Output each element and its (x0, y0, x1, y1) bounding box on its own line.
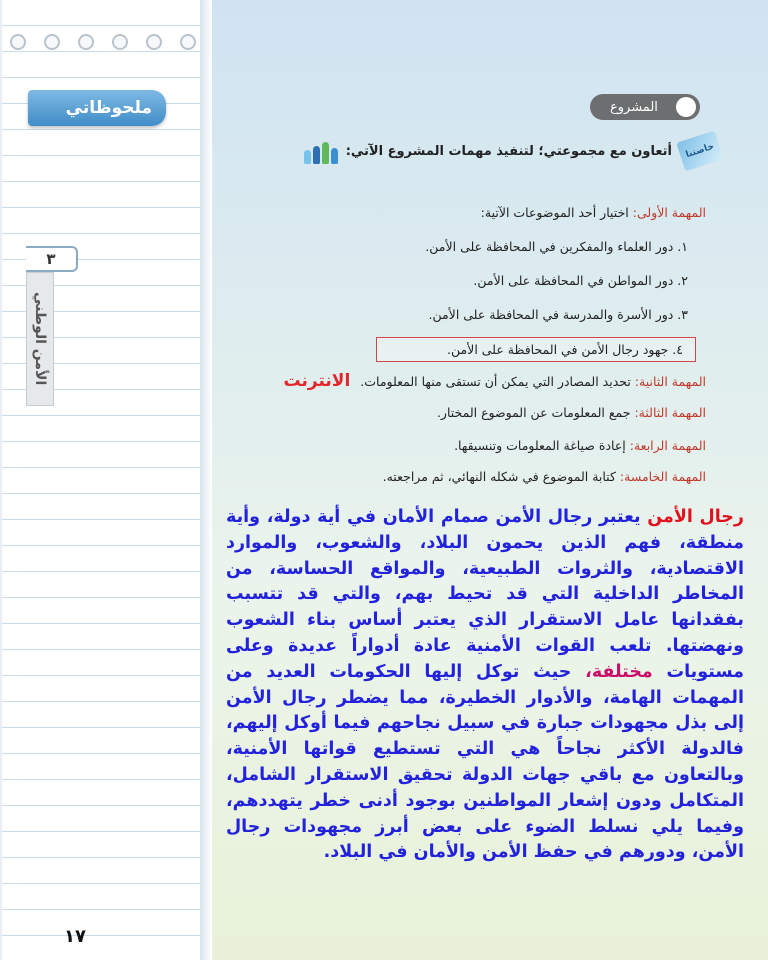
task-2 (284, 371, 706, 391)
project-header (590, 94, 700, 120)
notebook-binding (200, 0, 212, 960)
answer-text: يعتبر رجال الأمن صمام الأمان في أية دولة، وأية منطقة، فهم الذين يحمون البلاد، والشعوب، والموارد الاقتصادية، والثروات الطبيعية، والمواقع الحساسة، من المخاطر الداخلية التي قد تحيط بهم، والتي قد تتسبب بفقدانها عامل الاستقرار الذي يعتبر أساس بناء الشعوب ونهضتها. تلعب القوات الأمنية عادة أدواراً عديدة وعلى مستويات (226, 507, 745, 682)
task-label: المهمة الرابعة: (629, 438, 706, 453)
handwritten-answer: الانترنت (283, 371, 351, 391)
task-1 (481, 205, 706, 220)
page-number: ١٧ (64, 926, 86, 947)
answer-text: حيث توكل إليها الحكومات العديد من المهمات الهامة، والأدوار الخطيرة، مما يضطر رجال الأمن إلى بذل مجهودات جبارة في سبيل نجاحهم فيما أوكل إليهم، فالدولة الأكثر نجاحاً هي التي تستطيع قواتها الأمنية، وبالتعاون مع باقي جهات الدولة تحقيق الاستقرار الشامل، المتكامل ودون إشعار المواطنين بوجود أدنى خطر يتهددهم، وفيما يلي نسلط الضوء على بعض أبرز مجهودات رجال الأمن، ودورهم في حفظ الأمن والأمان في البلاد. (226, 661, 744, 863)
unit-number: ٣ (26, 246, 78, 272)
topic-item: ٢. دور المواطن في المحافظة على الأمن. (473, 273, 688, 288)
topic-item: ١. دور العلماء والمفكرين في المحافظة على الأمن. (425, 239, 688, 254)
answer-paragraph (226, 505, 744, 866)
selected-topic-item: ٤. جهود رجال الأمن في المحافظة على الأمن. (376, 337, 696, 362)
binder-hole-icon (44, 34, 60, 50)
task-label: المهمة الأولى: (632, 205, 706, 220)
task-5 (383, 469, 706, 484)
task-label: المهمة الثالثة: (634, 405, 706, 420)
task-label: المهمة الخامسة: (619, 469, 706, 484)
topic-item: ٣. دور الأسرة والمدرسة في المحافظة على الأمن. (428, 307, 688, 322)
binder-hole-icon (78, 34, 94, 50)
answer-title: رجال الأمن (647, 507, 744, 527)
binder-hole-icon (112, 34, 128, 50)
project-label: المشروع (610, 99, 658, 115)
notebook-edge (0, 0, 2, 960)
unit-title-tab: الأمن الوطني (26, 272, 54, 406)
task-text: اختيار أحد الموضوعات الآتية: (480, 205, 629, 220)
project-dot-icon (676, 97, 696, 117)
task-text: إعادة صياغة المعلومات وتنسيقها. (454, 438, 626, 453)
binder-hole-icon (10, 34, 26, 50)
binder-hole-icon (180, 34, 196, 50)
task-text: تحديد المصادر التي يمكن أن تستقى منها المعلومات. (360, 374, 631, 389)
task-label: المهمة الثانية: (634, 374, 706, 389)
cooperation-instruction (300, 136, 720, 166)
notes-title-tab: ملحوظاتي (28, 90, 166, 126)
binder-hole-icon (146, 34, 162, 50)
notes-sidebar (0, 0, 206, 960)
binder-holes (10, 34, 196, 50)
task-text: كتابة الموضوع في شكله النهائي، ثم مراجعته. (382, 469, 616, 484)
group-people-icon (304, 138, 338, 164)
task-4 (454, 438, 706, 453)
note-card-icon: خاصتنا (676, 131, 723, 172)
answer-highlight: مختلفة، (585, 661, 653, 682)
task-text: جمع المعلومات عن الموضوع المختار. (436, 405, 631, 420)
cooperation-text: أتعاون مع مجموعتي؛ لتنفيذ مهمات المشروع الآتي: (345, 143, 672, 159)
task-3 (437, 405, 706, 420)
